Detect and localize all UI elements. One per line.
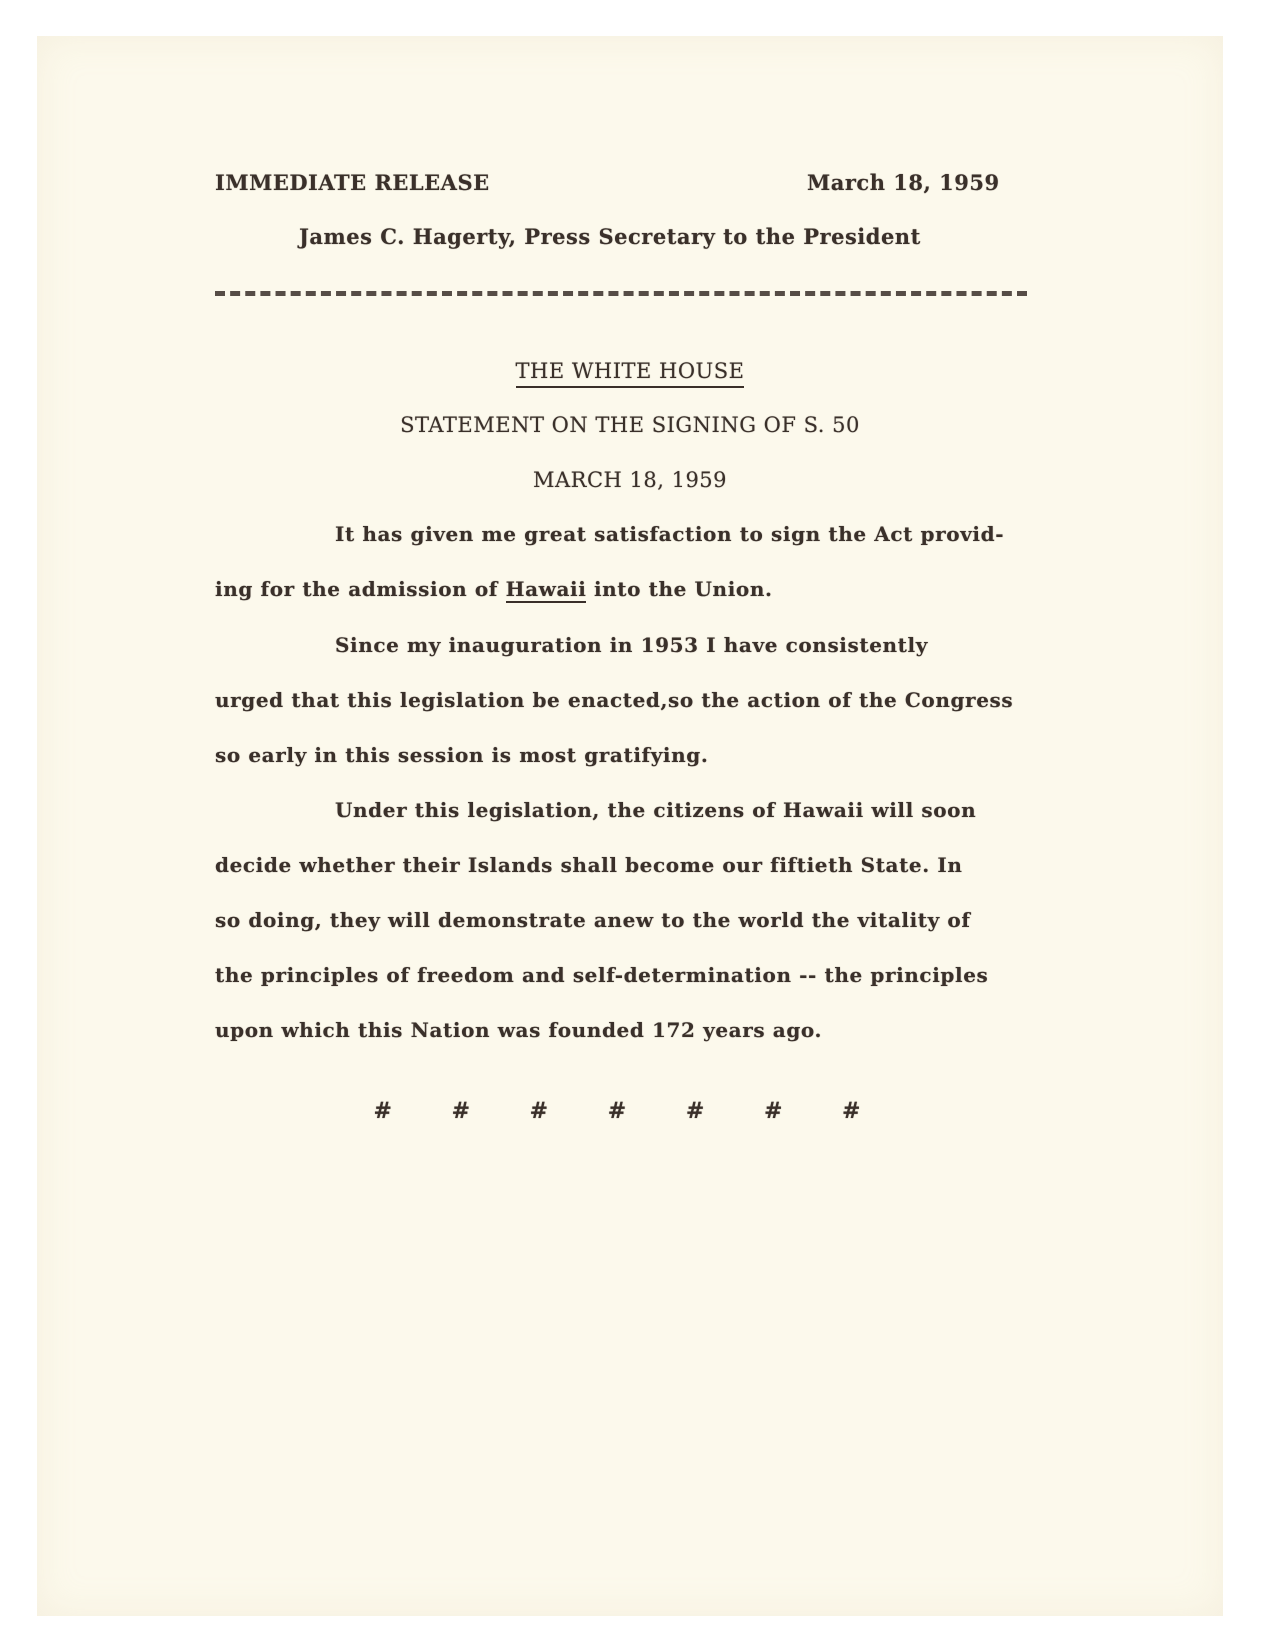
paragraph-2-line-1: Since my inauguration in 1953 I have consistently [335,633,928,657]
document-page [37,36,1223,1616]
release-date: March 18, 1959 [807,170,1000,195]
paragraph-1-line-2-end: into the Union. [586,577,773,601]
paragraph-2-line-3: so early in this session is most gratifying. [215,743,709,767]
paragraph-1-line-2-start: ing for the admission of [215,577,506,601]
paragraph-3-line-1: Under this legislation, the citizens of Hawaii will soon [335,798,977,822]
hawaii-underlined: Hawaii [505,577,587,601]
office-heading [37,359,1223,383]
press-secretary-line: James C. Hagerty, Press Secretary to the President [299,224,921,249]
dashed-divider [215,291,1027,302]
statement-date: MARCH 18, 1959 [532,468,728,492]
release-label: IMMEDIATE RELEASE [215,170,490,195]
office-heading-text: THE WHITE HOUSE [516,359,745,388]
paragraph-3-line-4: the principles of freedom and self-determination -- the principles [215,963,989,987]
paragraph-1-line-1: It has given me great satisfaction to sign the Act provid- [335,522,1005,546]
statement-heading: STATEMENT ON THE SIGNING OF S. 50 [400,413,860,437]
paragraph-3-line-3: so doing, they will demonstrate anew to the world the vitality of [215,908,971,932]
end-of-release-marks: # # # # # # # [373,1098,887,1124]
paragraph-3-line-5: upon which this Nation was founded 172 years ago. [215,1018,823,1042]
paragraph-1-line-2 [215,577,773,601]
paragraph-3-line-2: decide whether their Islands shall become our fiftieth State. In [215,853,963,877]
paragraph-2-line-2: urged that this legislation be enacted,so the action of the Congress [215,688,1014,712]
